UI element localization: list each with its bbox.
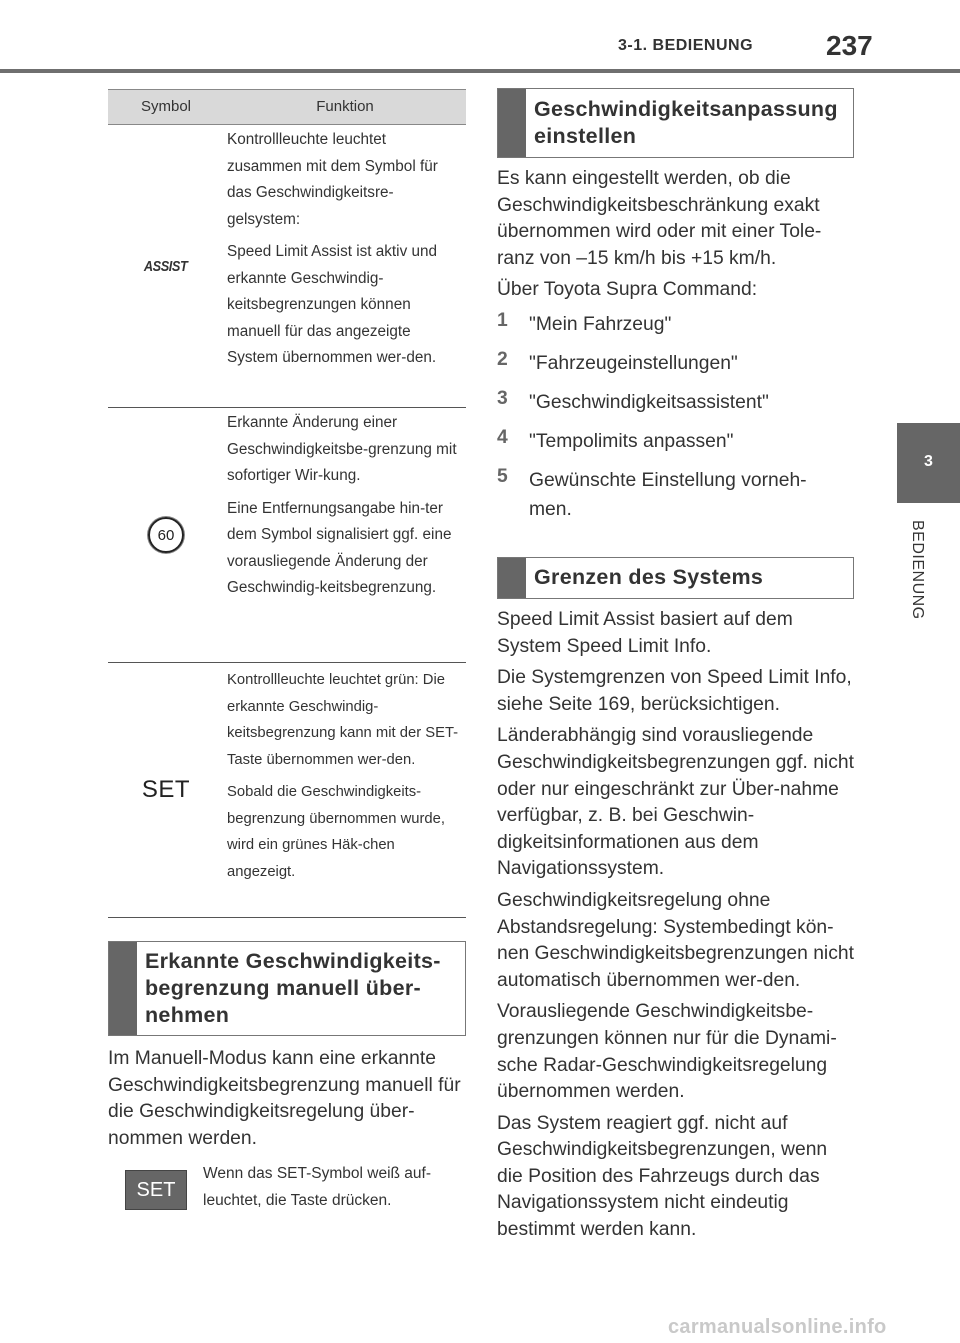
set-button-icon: SET <box>125 1170 187 1210</box>
function-cell <box>227 408 466 602</box>
symbol-cell <box>108 663 224 917</box>
section-heading-text: Geschwindigkeitsanpassung einstellen <box>534 97 838 148</box>
section-heading-bar <box>498 89 526 157</box>
table-row <box>108 125 466 408</box>
step-number: 2 <box>497 349 508 370</box>
step-label: Gewünschte Einstellung vorneh-men. <box>529 470 807 520</box>
step-label: "Fahrzeugeinstellungen" <box>529 353 738 374</box>
watermark: carmanualsonline.info <box>668 1316 887 1338</box>
assist-icon: ASSIST <box>144 257 188 275</box>
function-text: Speed Limit Assist ist aktiv und erkannte Geschwindig-keitsbegrenzungen können manuell für das angezeigte System übernommen wer-den. <box>227 243 438 366</box>
step-label: "Tempolimits anpassen" <box>529 431 734 452</box>
step-label: "Geschwindigkeitsassistent" <box>529 392 769 413</box>
body-paragraph: Über Toyota Supra Command: <box>497 279 758 301</box>
table-row <box>108 408 466 663</box>
section-heading-bar <box>498 558 526 598</box>
header-rule <box>0 69 960 73</box>
body-paragraph: Vorausliegende Geschwindigkeitsbe-grenzungen können nur für die Dynami-sche Radar-Geschwindigkeitsregelung übernommen werden. <box>497 1001 837 1103</box>
symbol-cell <box>108 125 224 407</box>
steps-list <box>497 310 854 526</box>
function-cell <box>227 125 466 372</box>
body-paragraph: Die Systemgrenzen von Speed Limit Info, siehe Seite 169, berücksichtigen. <box>497 667 852 715</box>
function-text: Kontrollleuchte leuchtet zusammen mit dem Symbol für das Geschwindigkeitsre-gelsystem: <box>227 131 438 228</box>
step-number: 5 <box>497 466 508 487</box>
step-number: 1 <box>497 310 508 331</box>
chapter-tab <box>897 423 960 503</box>
function-text: Kontrollleuchte leuchtet grün: Die erkannte Geschwindig-keitsbegrenzung kann mit der SET-Taste übernommen wer-den. <box>227 672 459 768</box>
speed-limit-value: 60 <box>157 526 175 544</box>
symbol-cell <box>108 408 224 662</box>
step-label: "Mein Fahrzeug" <box>529 314 672 335</box>
chapter-side-label-text: BEDIENUNG <box>909 520 926 620</box>
function-text: Erkannte Änderung einer Geschwindigkeitsbe-grenzung mit sofortiger Wir-kung. <box>227 414 457 484</box>
body-paragraph: Länderabhängig sind vorausliegende Geschwindigkeitsbegrenzungen ggf. nicht oder nur eingeschränkt zur Über-nahme verfügbar, z. B. bei Geschwin-digkeitsinformationen aus dem Navigationssystem. <box>497 725 854 880</box>
section-heading-text: Grenzen des Systems <box>534 565 764 589</box>
function-text: Eine Entfernungsangabe hin-ter dem Symbol signalisiert ggf. eine vorausliegende Änderung der Geschwindig-keitsbegrenzung. <box>227 499 452 596</box>
section-heading-limits <box>497 557 854 599</box>
list-item <box>497 466 854 526</box>
page-number: 237 <box>826 30 873 61</box>
body-paragraph: Im Manuell-Modus kann eine erkannte Geschwindigkeitsbegrenzung manuell für die Geschwindigkeitsregelung über-nommen werden. <box>108 1048 461 1149</box>
body-paragraph: Geschwindigkeitsregelung ohne Abstandsregelung: Systembedingt kön-nen Geschwindigkeitsbegrenzungen nicht automatisch übernommen wer-den. <box>497 889 854 991</box>
body-paragraph: Speed Limit Assist basiert auf dem System Speed Limit Info. <box>497 609 793 657</box>
adjust-text <box>497 166 854 309</box>
set-icon: SET <box>141 776 191 803</box>
table-row <box>108 663 466 918</box>
list-item <box>497 310 854 349</box>
set-button-note: Wenn das SET-Symbol weiß auf-leuchtet, die Taste drücken. <box>203 1165 431 1209</box>
speed-limit-sign-icon <box>148 517 184 553</box>
section-heading-manual <box>108 941 466 1036</box>
step-number: 4 <box>497 427 508 448</box>
chapter-title: 3-1. BEDIENUNG <box>618 37 754 54</box>
list-item <box>497 427 854 466</box>
function-cell <box>227 663 466 885</box>
symbol-table <box>108 89 466 918</box>
body-paragraph: Das System reagiert ggf. nicht auf Geschwindigkeitsbegrenzungen, wenn die Position des Fahrzeugs durch das Navigationssystem nicht eindeutig bestimmt werden kann. <box>497 1112 828 1241</box>
list-item <box>497 349 854 388</box>
column-header-function: Funktion <box>316 98 374 115</box>
chapter-side-label <box>898 520 938 660</box>
column-header-symbol: Symbol <box>140 98 192 115</box>
list-item <box>497 388 854 427</box>
section-heading-text: Erkannte Geschwindigkeits-begrenzung manuell über-nehmen <box>145 949 441 1027</box>
function-text: Sobald die Geschwindigkeits-begrenzung übernommen wurde, wird ein grünes Häk-chen angezeigt. <box>227 784 445 880</box>
section-heading-bar <box>109 942 137 1035</box>
table-header <box>108 89 466 125</box>
manual-mode-text <box>108 1046 466 1157</box>
limits-text <box>497 607 854 1249</box>
step-number: 3 <box>497 388 508 409</box>
section-heading-adjust <box>497 88 854 158</box>
body-paragraph: Es kann eingestellt werden, ob die Geschwindigkeitsbeschränkung exakt übernommen wird oder mit einer Tole-ranz von –15 km/h bis +15 km/h. <box>497 168 822 269</box>
chapter-tab-number: 3 <box>924 453 933 470</box>
